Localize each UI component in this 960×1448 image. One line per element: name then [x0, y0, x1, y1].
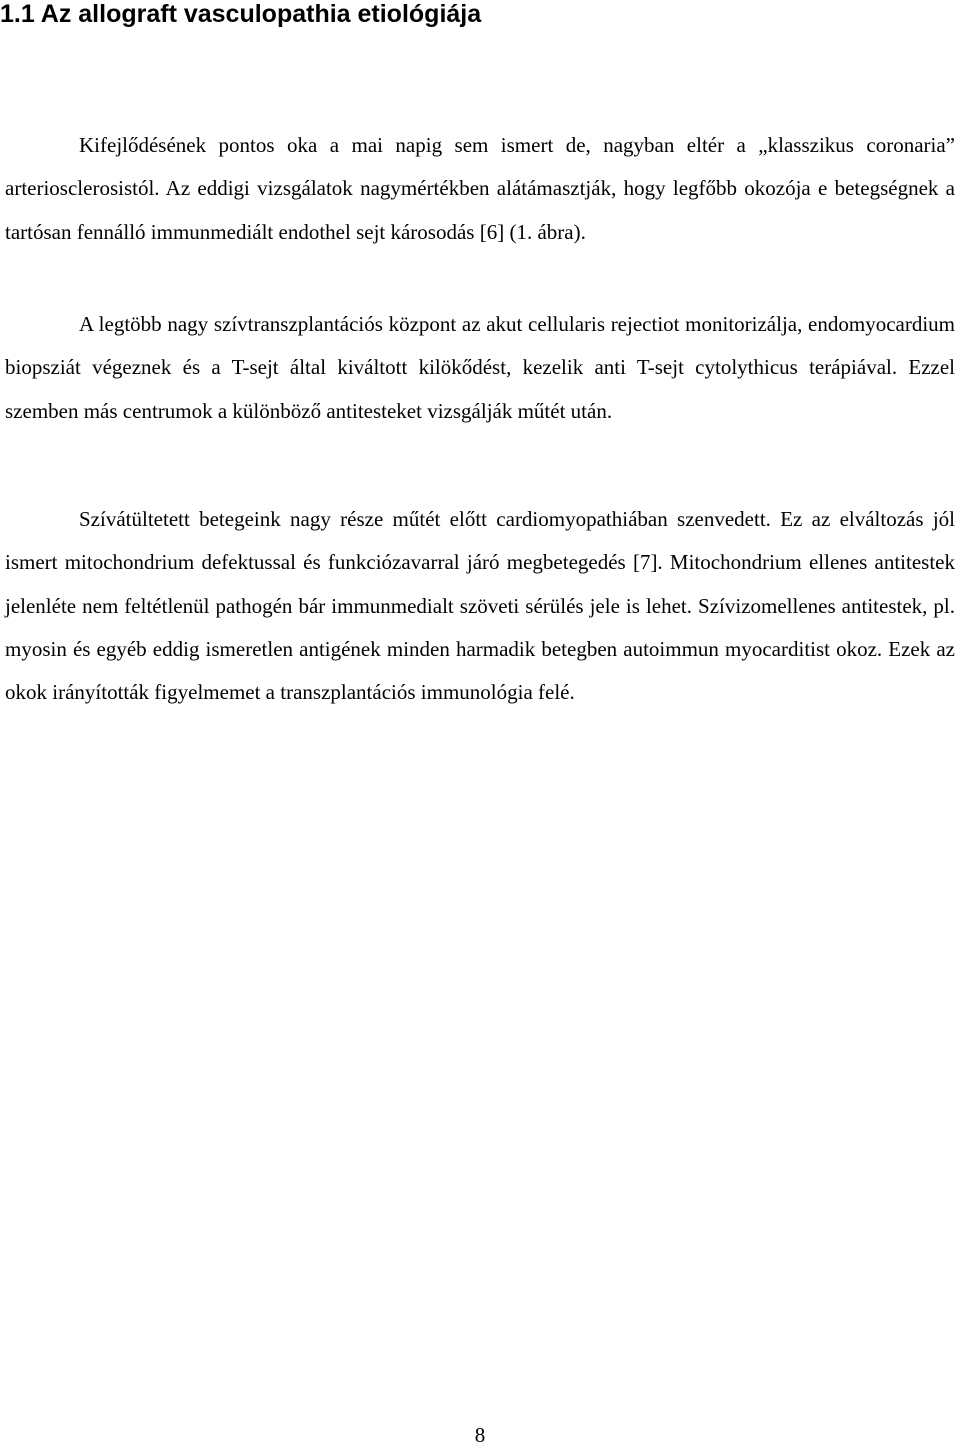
section-heading: 1.1 Az allograft vasculopathia etiológiája: [0, 0, 482, 28]
page-number: 8: [474, 1423, 486, 1447]
paragraph-cardiomyopathy: [5, 498, 955, 714]
paragraph-rejection-monitoring: [5, 303, 955, 433]
paragraph-etiology: [5, 124, 955, 254]
paragraph-text: Kifejlődésének pontos oka a mai napig sem ismert de, nagyban eltér a „klasszikus coronaria” arteriosclerosistól. Az eddigi vizsgálatok nagymértékben alátámasztják, hogy legfőbb okozója e betegségnek a tartósan fennálló immunmediált endothel sejt károsodás [6] (1. ábra).: [5, 133, 955, 244]
paragraph-text: Szívátültetett betegeink nagy része műtét előtt cardiomyopathiában szenvedett. Ez az elváltozás jól ismert mitochondrium defektussal és funkciózavarral járó megbetegedés [7]. Mitochondrium ellenes antitestek jelenléte nem feltétlenül pathogén bár immunmedialt szöveti sérülés jele is lehet. Szívizomellenes antitestek, pl. myosin és egyéb eddig ismeretlen antigének minden harmadik betegben autoimmun myocarditist okoz. Ezek az okok irányították figyelmemet a transzplantációs immunológia felé.: [5, 507, 955, 705]
paragraph-text: A legtöbb nagy szívtranszplantációs központ az akut cellularis rejectiot monitorizálja, endomyocardium biopsziát végeznek és a T-sejt által kiváltott kilökődést, kezelik anti T-sejt cytolythicus terápiával. Ezzel szemben más centrumok a különböző antitesteket vizsgálják műtét után.: [5, 312, 955, 423]
